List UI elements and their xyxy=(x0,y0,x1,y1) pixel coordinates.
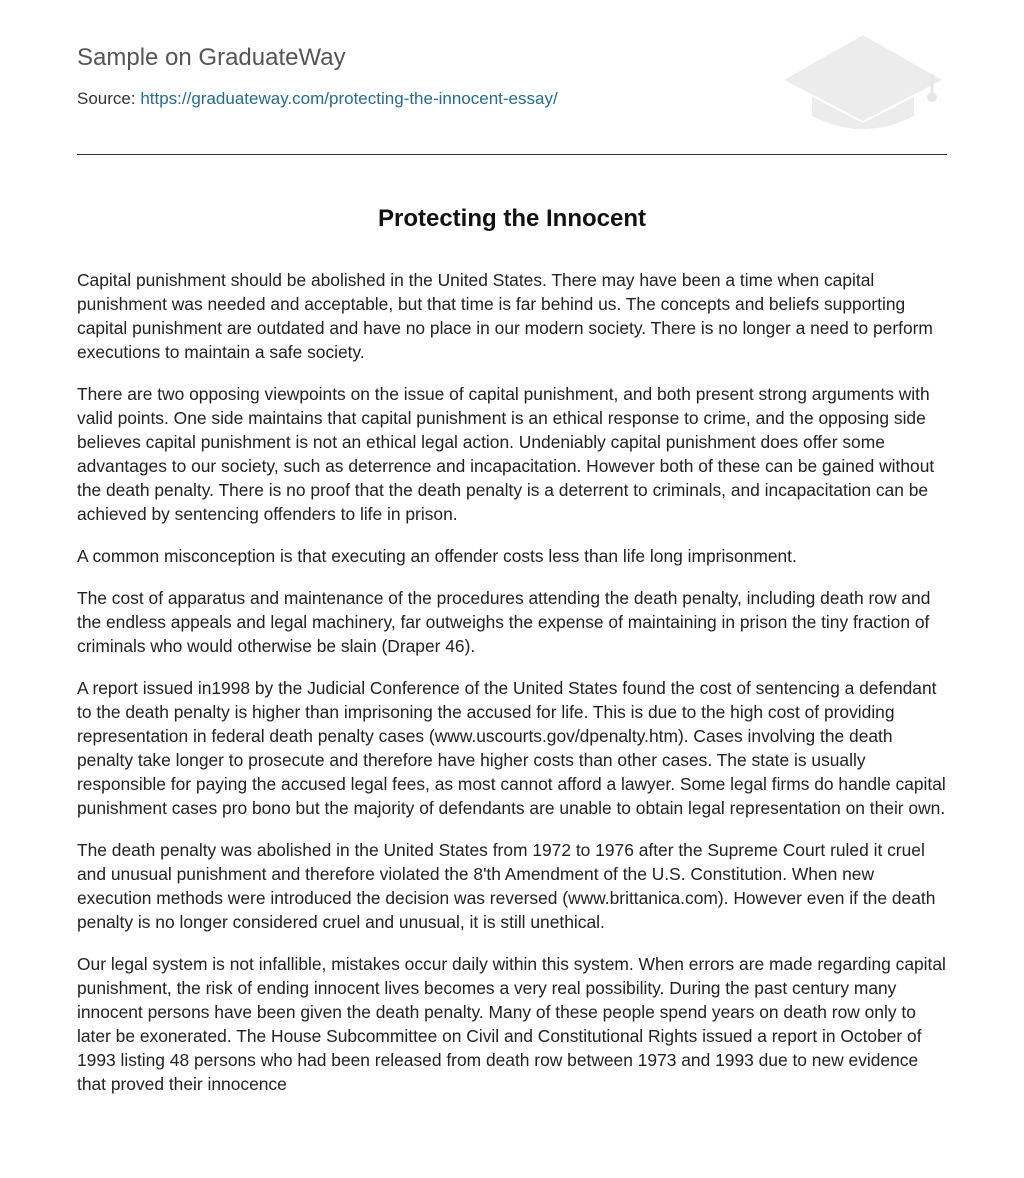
essay-title: Protecting the Innocent xyxy=(377,205,646,232)
essay-body xyxy=(77,268,947,1114)
source-line xyxy=(77,89,558,109)
essay-paragraph: The cost of apparatus and maintenance of the procedures attending the death penalty, including death row and the endless appeals and legal machinery, far outweighs the expense of maintaining in prison the tiny fraction of criminals who would otherwise be slain (Draper 46). xyxy=(77,588,931,656)
header-divider xyxy=(77,154,947,155)
essay-paragraph: Capital punishment should be abolished in the United States. There may have been a time when capital punishment was needed and acceptable, but that time is far behind us. The concepts and beliefs supporting capital punishment are outdated and have no place in our modern society. There is no longer a need to perform executions to maintain a safe society. xyxy=(77,270,933,362)
source-label: Source: xyxy=(77,89,136,108)
essay-paragraph: The death penalty was abolished in the United States from 1972 to 1976 after the Supreme Court ruled it cruel and unusual punishment and therefore violated the 8'th Amendment of the U.S. Constitution. When new execution methods were introduced the decision was reversed (www.brittanica.com). However even if the death penalty is no longer considered cruel and unusual, it is still unethical. xyxy=(77,840,936,932)
essay-paragraph: A common misconception is that executing an offender costs less than life long imprisonment. xyxy=(77,546,797,566)
essay-paragraph: Our legal system is not infallible, mistakes occur daily within this system. When errors are made regarding capital punishment, the risk of ending innocent lives becomes a very real possibility. During the past century many innocent persons have been given the death penalty. Many of these people spend years on death row only to later be exonerated. The House Subcommittee on Civil and Constitutional Rights issued a report in October of 1993 listing 48 persons who had been released from death row between 1973 and 1993 due to new evidence that proved their innocence xyxy=(77,954,946,1094)
source-link[interactable]: https://graduateway.com/protecting-the-innocent-essay/ xyxy=(140,89,558,108)
essay-paragraph: A report issued in1998 by the Judicial Conference of the United States found the cost of sentencing a defendant to the death penalty is higher than imprisoning the accused for life. This is due to the high cost of providing representation in federal death penalty cases (www.uscourts.gov/dpenalty.htm). Cases involving the death penalty take longer to prosecute and therefore have higher costs than other cases. The state is usually responsible for paying the accused legal fees, as most cannot afford a lawyer. Some legal firms do handle capital punishment cases pro bono but the majority of defendants are unable to obtain legal representation on their own. xyxy=(77,678,946,818)
page-header xyxy=(77,0,947,156)
essay-paragraph: There are two opposing viewpoints on the issue of capital punishment, and both present strong arguments with valid points. One side maintains that capital punishment is an ethical response to crime, and the opposing side believes capital punishment is not an ethical legal action. Undeniably capital punishment does offer some advantages to our society, such as deterrence and incapacitation. However both of these can be gained without the death penalty. There is no proof that the death penalty is a deterrent to criminals, and incapacitation can be achieved by sentencing offenders to life in prison. xyxy=(77,384,935,524)
graduation-cap-icon xyxy=(780,30,946,134)
site-title: Sample on GraduateWay xyxy=(77,44,346,71)
